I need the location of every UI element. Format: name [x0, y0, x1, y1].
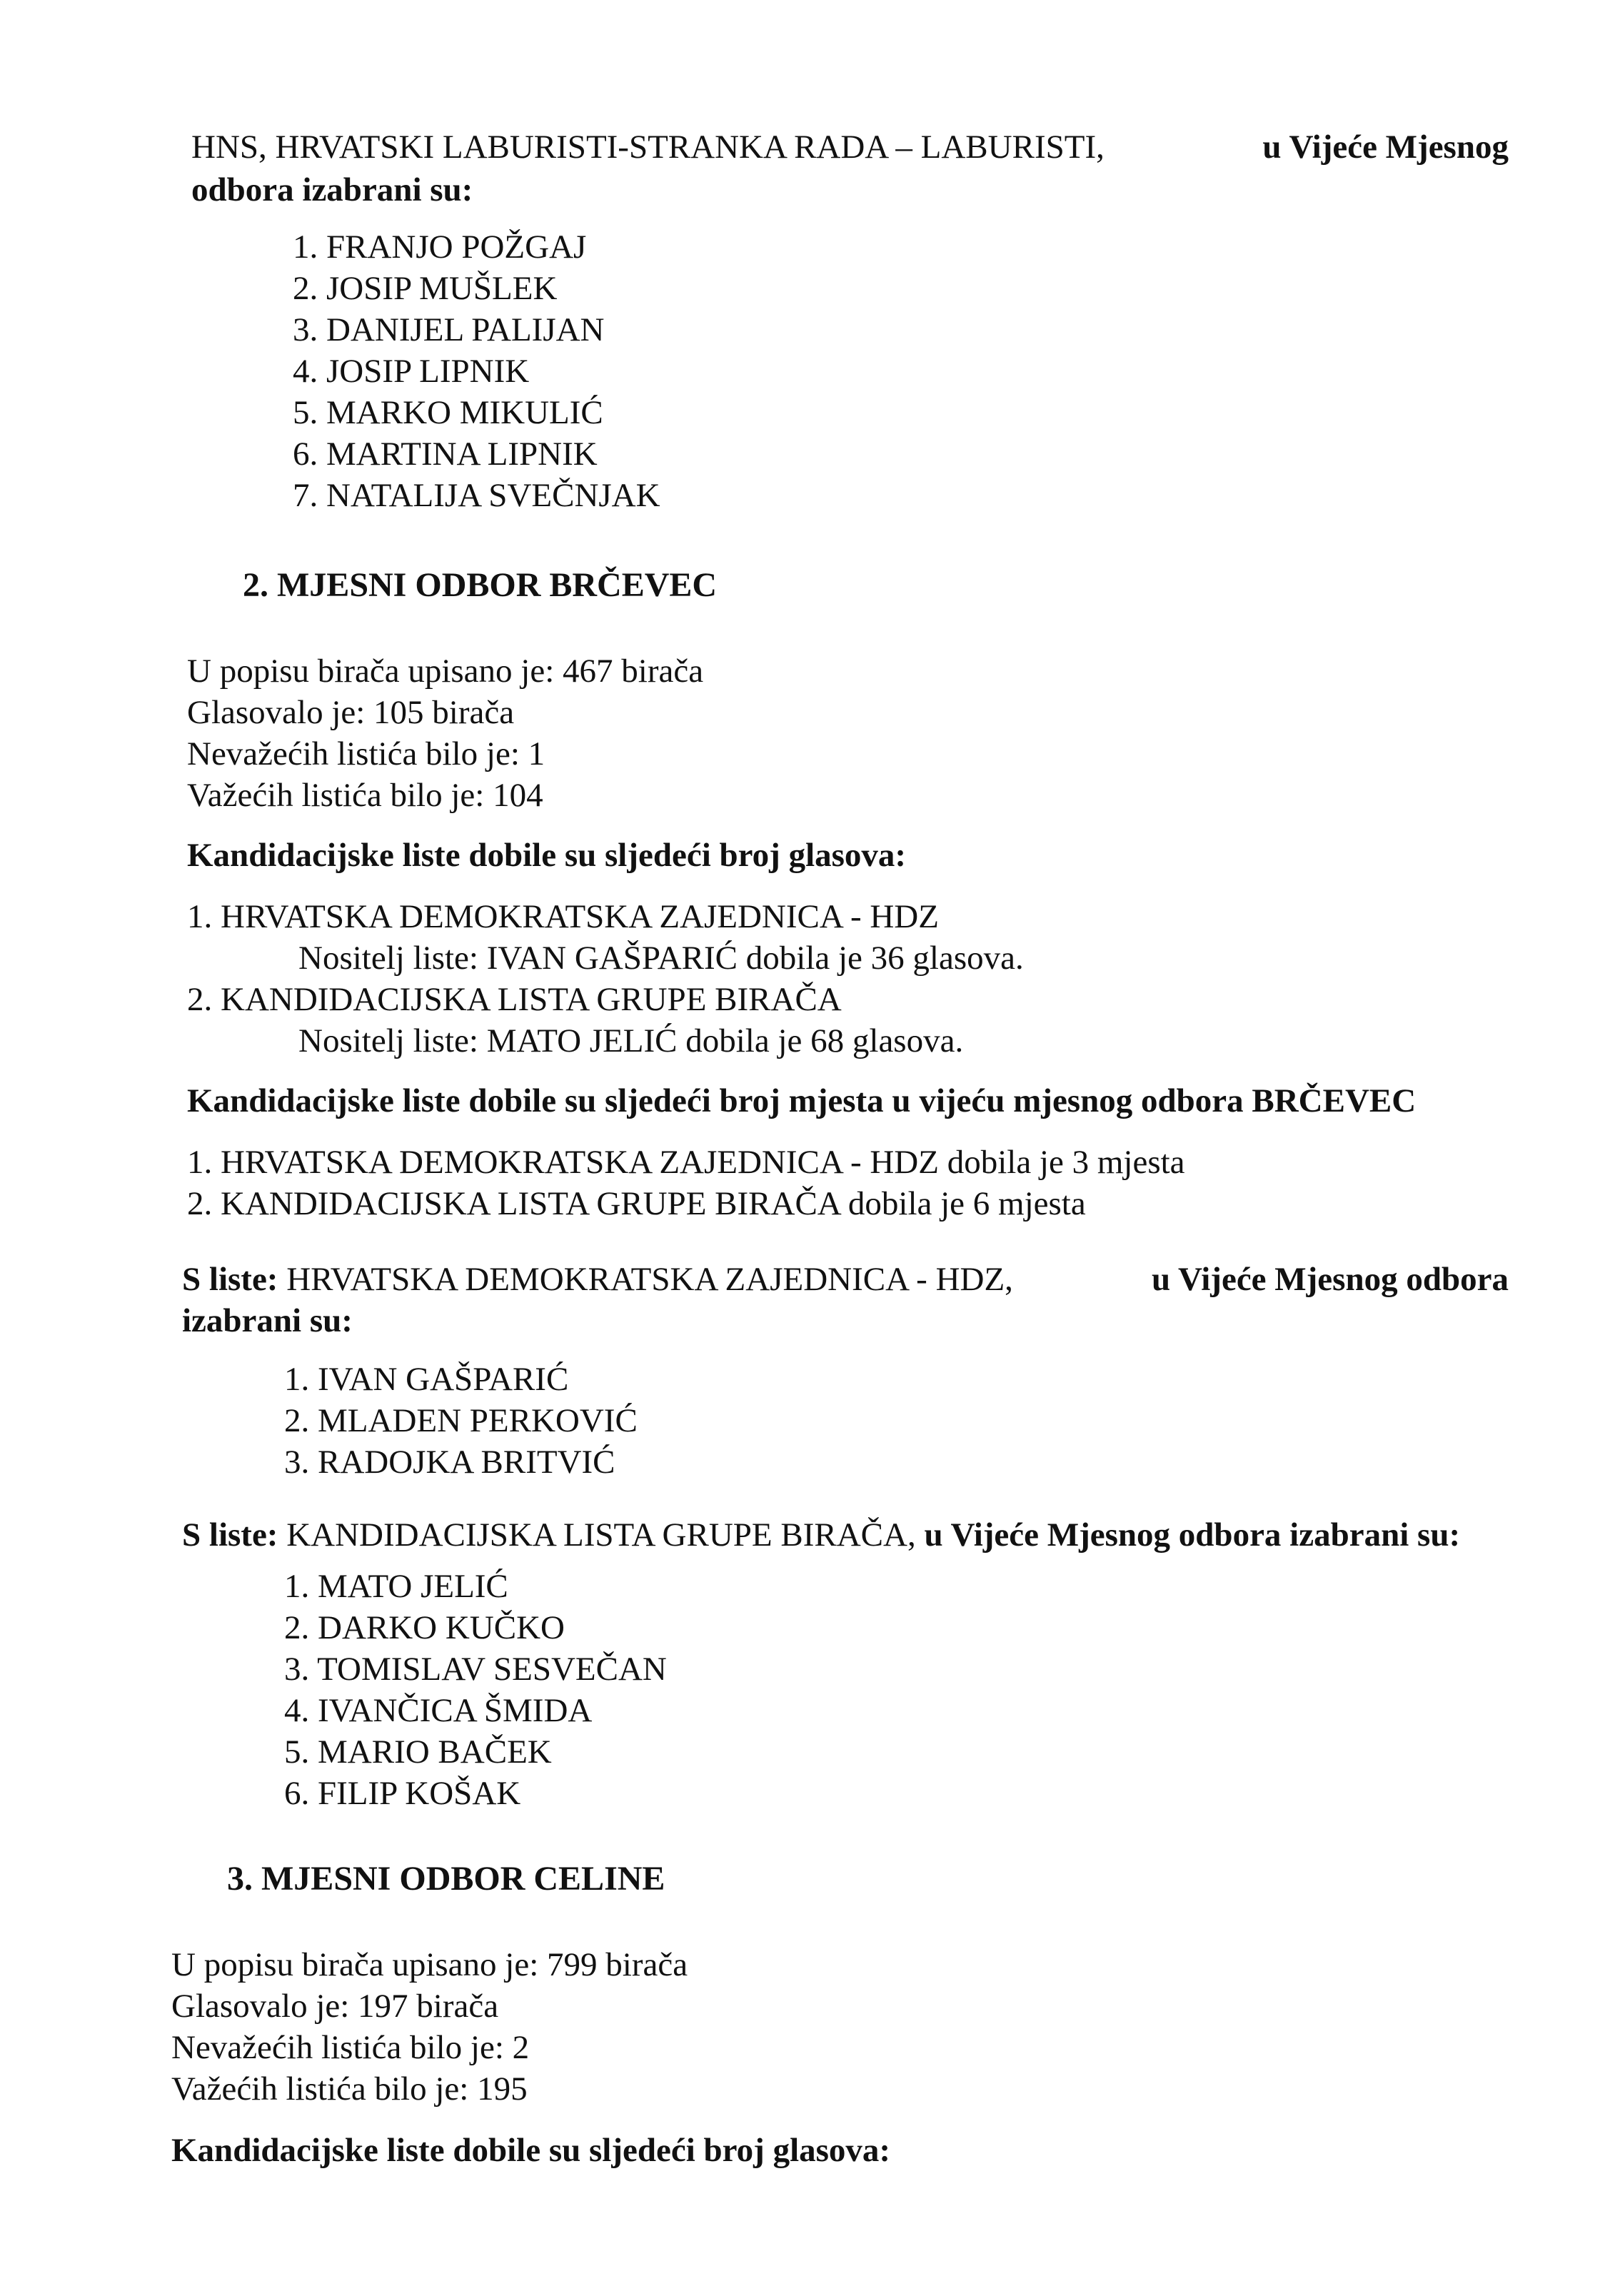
- list-item: 2. MLADEN PERKOVIĆ: [284, 1402, 638, 1439]
- votes-holder-line: Nositelj liste: IVAN GAŠPARIĆ dobila je 36 glasova.: [298, 940, 1024, 977]
- s-liste-label: S liste:: [182, 1261, 278, 1298]
- list-item: 6. FILIP KOŠAK: [284, 1775, 521, 1812]
- list-item: 7. NATALIJA SVEČNJAK: [293, 477, 660, 514]
- list1-line-2: izabrani su:: [182, 1302, 353, 1339]
- stat-line: Nevažećih listića bilo je: 1: [187, 735, 545, 772]
- stat-line: Glasovalo je: 197 birača: [171, 1988, 499, 2025]
- council-text: u Vijeće Mjesnog odbora: [1152, 1261, 1509, 1298]
- list-item: 4. JOSIP LIPNIK: [293, 353, 530, 390]
- list-item: 4. IVANČICA ŠMIDA: [284, 1692, 593, 1729]
- intro-line-2: odbora izabrani su:: [191, 171, 473, 208]
- list-item: 3. RADOJKA BRITVIĆ: [284, 1444, 615, 1481]
- votes-list-line: 1. HRVATSKA DEMOKRATSKA ZAJEDNICA - HDZ: [187, 898, 939, 935]
- list-item: 2. DARKO KUČKO: [284, 1609, 565, 1646]
- votes-heading: Kandidacijske liste dobile su sljedeći broj glasova:: [187, 837, 907, 874]
- list1-line-1: [182, 1259, 1509, 1299]
- stat-line: Važećih listića bilo je: 104: [187, 777, 543, 814]
- s-liste-label: S liste:: [182, 1516, 278, 1554]
- list-item: 1. FRANJO POŽGAJ: [293, 228, 587, 266]
- council-text: u Vijeće Mjesnog odbora izabrani su:: [924, 1516, 1461, 1554]
- section-heading-celine: 3. MJESNI ODBOR CELINE: [227, 1860, 665, 1898]
- list-item: 5. MARIO BAČEK: [284, 1733, 552, 1771]
- section-heading-brcevec: 2. MJESNI ODBOR BRČEVEC: [243, 566, 718, 604]
- intro-list-text: HNS, HRVATSKI LABURISTI-STRANKA RADA – LABURISTI,: [191, 129, 1105, 166]
- stat-line: U popisu birača upisano je: 799 birača: [171, 1946, 688, 1983]
- seats-line: 2. KANDIDACIJSKA LISTA GRUPE BIRAČA dobila je 6 mjesta: [187, 1185, 1086, 1222]
- list-item: 2. JOSIP MUŠLEK: [293, 270, 558, 307]
- list-item: 6. MARTINA LIPNIK: [293, 435, 598, 473]
- list-item: 1. IVAN GAŠPARIĆ: [284, 1361, 569, 1398]
- intro-council-text: u Vijeće Mjesnog: [1262, 129, 1509, 166]
- list-item: 3. TOMISLAV SESVEČAN: [284, 1651, 667, 1688]
- votes-heading: Kandidacijske liste dobile su sljedeći broj glasova:: [171, 2132, 891, 2169]
- intro-line-1: [191, 127, 1509, 167]
- stat-line: Važećih listića bilo je: 195: [171, 2070, 528, 2108]
- list-item: 1. MATO JELIĆ: [284, 1568, 508, 1605]
- seats-heading: Kandidacijske liste dobile su sljedeći broj mjesta u vijeću mjesnog odbora BRČEVEC: [187, 1082, 1417, 1119]
- list2-line: [182, 1515, 1460, 1555]
- stat-line: Nevažećih listića bilo je: 2: [171, 2029, 530, 2066]
- votes-holder-line: Nositelj liste: MATO JELIĆ dobila je 68 glasova.: [298, 1022, 964, 1059]
- seats-line: 1. HRVATSKA DEMOKRATSKA ZAJEDNICA - HDZ dobila je 3 mjesta: [187, 1144, 1185, 1181]
- list-item: 5. MARKO MIKULIĆ: [293, 394, 603, 431]
- votes-list-line: 2. KANDIDACIJSKA LISTA GRUPE BIRAČA: [187, 981, 842, 1018]
- stat-line: U popisu birača upisano je: 467 birača: [187, 653, 704, 690]
- list-name: HRVATSKA DEMOKRATSKA ZAJEDNICA - HDZ,: [286, 1261, 1013, 1298]
- list-item: 3. DANIJEL PALIJAN: [293, 311, 605, 348]
- stat-line: Glasovalo je: 105 birača: [187, 694, 515, 731]
- list-name: KANDIDACIJSKA LISTA GRUPE BIRAČA,: [286, 1516, 916, 1554]
